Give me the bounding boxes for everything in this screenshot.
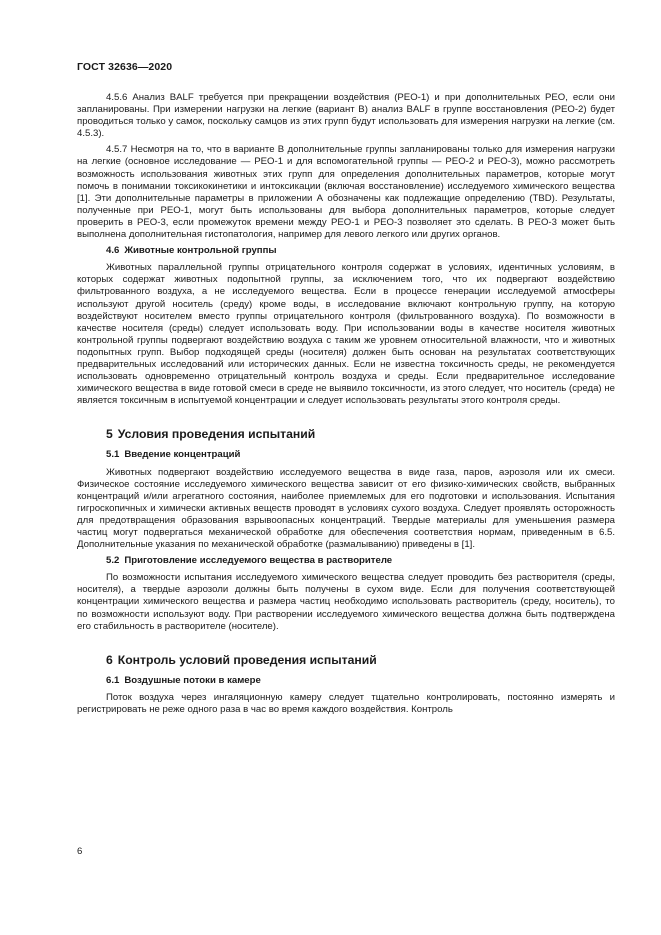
paragraph-5-1: Животных подвергают воздействию исследуемого вещества в виде газа, паров, аэрозоля или их смеси. Физическое состояние исследуемого химического вещества зависит от его физико-химических свойств, выбранных концентраций и/или агрегатного состояния, наиболее приемлемых для его подготовки и использования. Испытания гигроскопичных и химически активных веществ проводят в условиях сухого воздуха. Следует проявлять осторожность для предотвращения образования взрывоопасных концентраций. Твердые материалы для уменьшения размера частиц могут подвергаться механической обработке для обеспечения соответствия нормам, приведенным в 6.5. Дополнительные указания по механической обработке (размалыванию) приведены в [1]. [77, 466, 615, 551]
heading-title: Воздушные потоки в камере [124, 674, 261, 686]
heading-number: 5 [106, 427, 113, 442]
heading-title: Введение концентраций [124, 449, 241, 461]
page-number: 6 [77, 846, 83, 857]
paragraph-4-5-7: 4.5.7 Несмотря на то, что в варианте В дополнительные группы запланированы только для измерения нагрузки на легкие (основное исследование — PEO-1 и для вспомогательной группы — PEO-2 и PEO-3), можно рассмотреть возможность использования животных этих групп для определения дополнительных параметров, которые могут помочь в понимании токсикокинетики и интоксикации (включая восстановление) исследуемого химического вещества [1]. Эти дополнительные параметры в приложении А обозначены как подлежащие определению (TBD). Результаты, полученные при PEO-1, могут быть использованы для выбора дополнительных параметров, которые следует проверить в PEO-3, если промежуток времени между PEO-1 и PEO-3 позволяет это сделать. В PEO-3 может быть выполнена дополнительная гистопатология, например для левого легкого или других органов. [77, 144, 615, 241]
heading-number: 5.1 [106, 449, 120, 461]
heading-4-6 [106, 245, 615, 257]
heading-number: 6 [106, 652, 113, 667]
heading-5-2 [106, 555, 615, 567]
paragraph-6-1: Поток воздуха через ингаляционную камеру следует тщательно контролировать, постоянно измерять и регистрировать не реже одного раза в час во время каждого воздействия. Контроль [77, 691, 615, 716]
paragraph-5-2: По возможности испытания исследуемого химического вещества следует проводить без растворителя (среды, носителя), а твердые аэрозоли должны быть получены в сухом виде. Если для получения соответствующей концентрации химического вещества и размера частиц необходимо использовать растворитель (среду, носитель), то по возможности используют воду. При растворении исследуемого химического вещества должна быть подтверждена его стабильность в растворителе (носителе). [77, 572, 615, 632]
heading-title: Условия проведения испытаний [117, 427, 316, 442]
heading-title: Приготовление исследуемого вещества в растворителе [124, 555, 393, 567]
heading-number: 6.1 [106, 674, 120, 686]
document-body [77, 92, 615, 716]
section-heading-5 [106, 428, 615, 440]
heading-number: 4.6 [106, 245, 120, 257]
heading-number: 5.2 [106, 555, 120, 567]
heading-5-1 [106, 449, 615, 461]
section-heading-6 [106, 654, 615, 666]
paragraph-4-5-6: 4.5.6 Анализ BALF требуется при прекращении воздействия (PEO-1) и при дополнительных PEO, если они запланированы. При измерении нагрузки на легкие (вариант В) анализ BALF в группе восстановления (PEO-2) будет проводиться только у самок, поскольку самцов из этих групп будут использовать для измерения нагрузки на легкие (см. 4.5.3). [77, 92, 615, 140]
paragraph-4-6: Животных параллельной группы отрицательного контроля содержат в условиях, идентичных условиям, в которых содержат животных подопытной группы, за исключением того, что их подвергают воздействию фильтрованного воздуха, а не исследуемого вещества. Если в процессе генерации исследуемой атмосферы используют другой носитель (среду) кроме воды, в исследование включают контрольную группу, на которую воздействуют носителем вместо группы отрицательного контроля (фильтрованного воздуха). По возможности в качестве носителя (среды) следует использовать воду. При использовании воды в качестве носителя животных контрольной группы подвергают воздействию воздуха с таким же уровнем относительной влажности, что и животных подопытных групп. Выбор подходящей среды (носителя) должен быть основан на результатах соответствующих предварительных исследований или исторических данных. Если не известна токсичность среды, не рекомендуется использовать одновременно отрицательный контроль воздуха и среды. Если предварительное исследование химического вещества в виде готовой смеси в среде не выявило токсичности, из этого следует, что носитель (среда) не является токсичным в испытуемой концентрации и следует использовать результаты этого контроля среды. [77, 262, 615, 407]
document-header: ГОСТ 32636—2020 [77, 61, 173, 73]
heading-title: Контроль условий проведения испытаний [117, 652, 377, 667]
heading-6-1 [106, 675, 615, 687]
heading-title: Животные контрольной группы [124, 245, 277, 257]
